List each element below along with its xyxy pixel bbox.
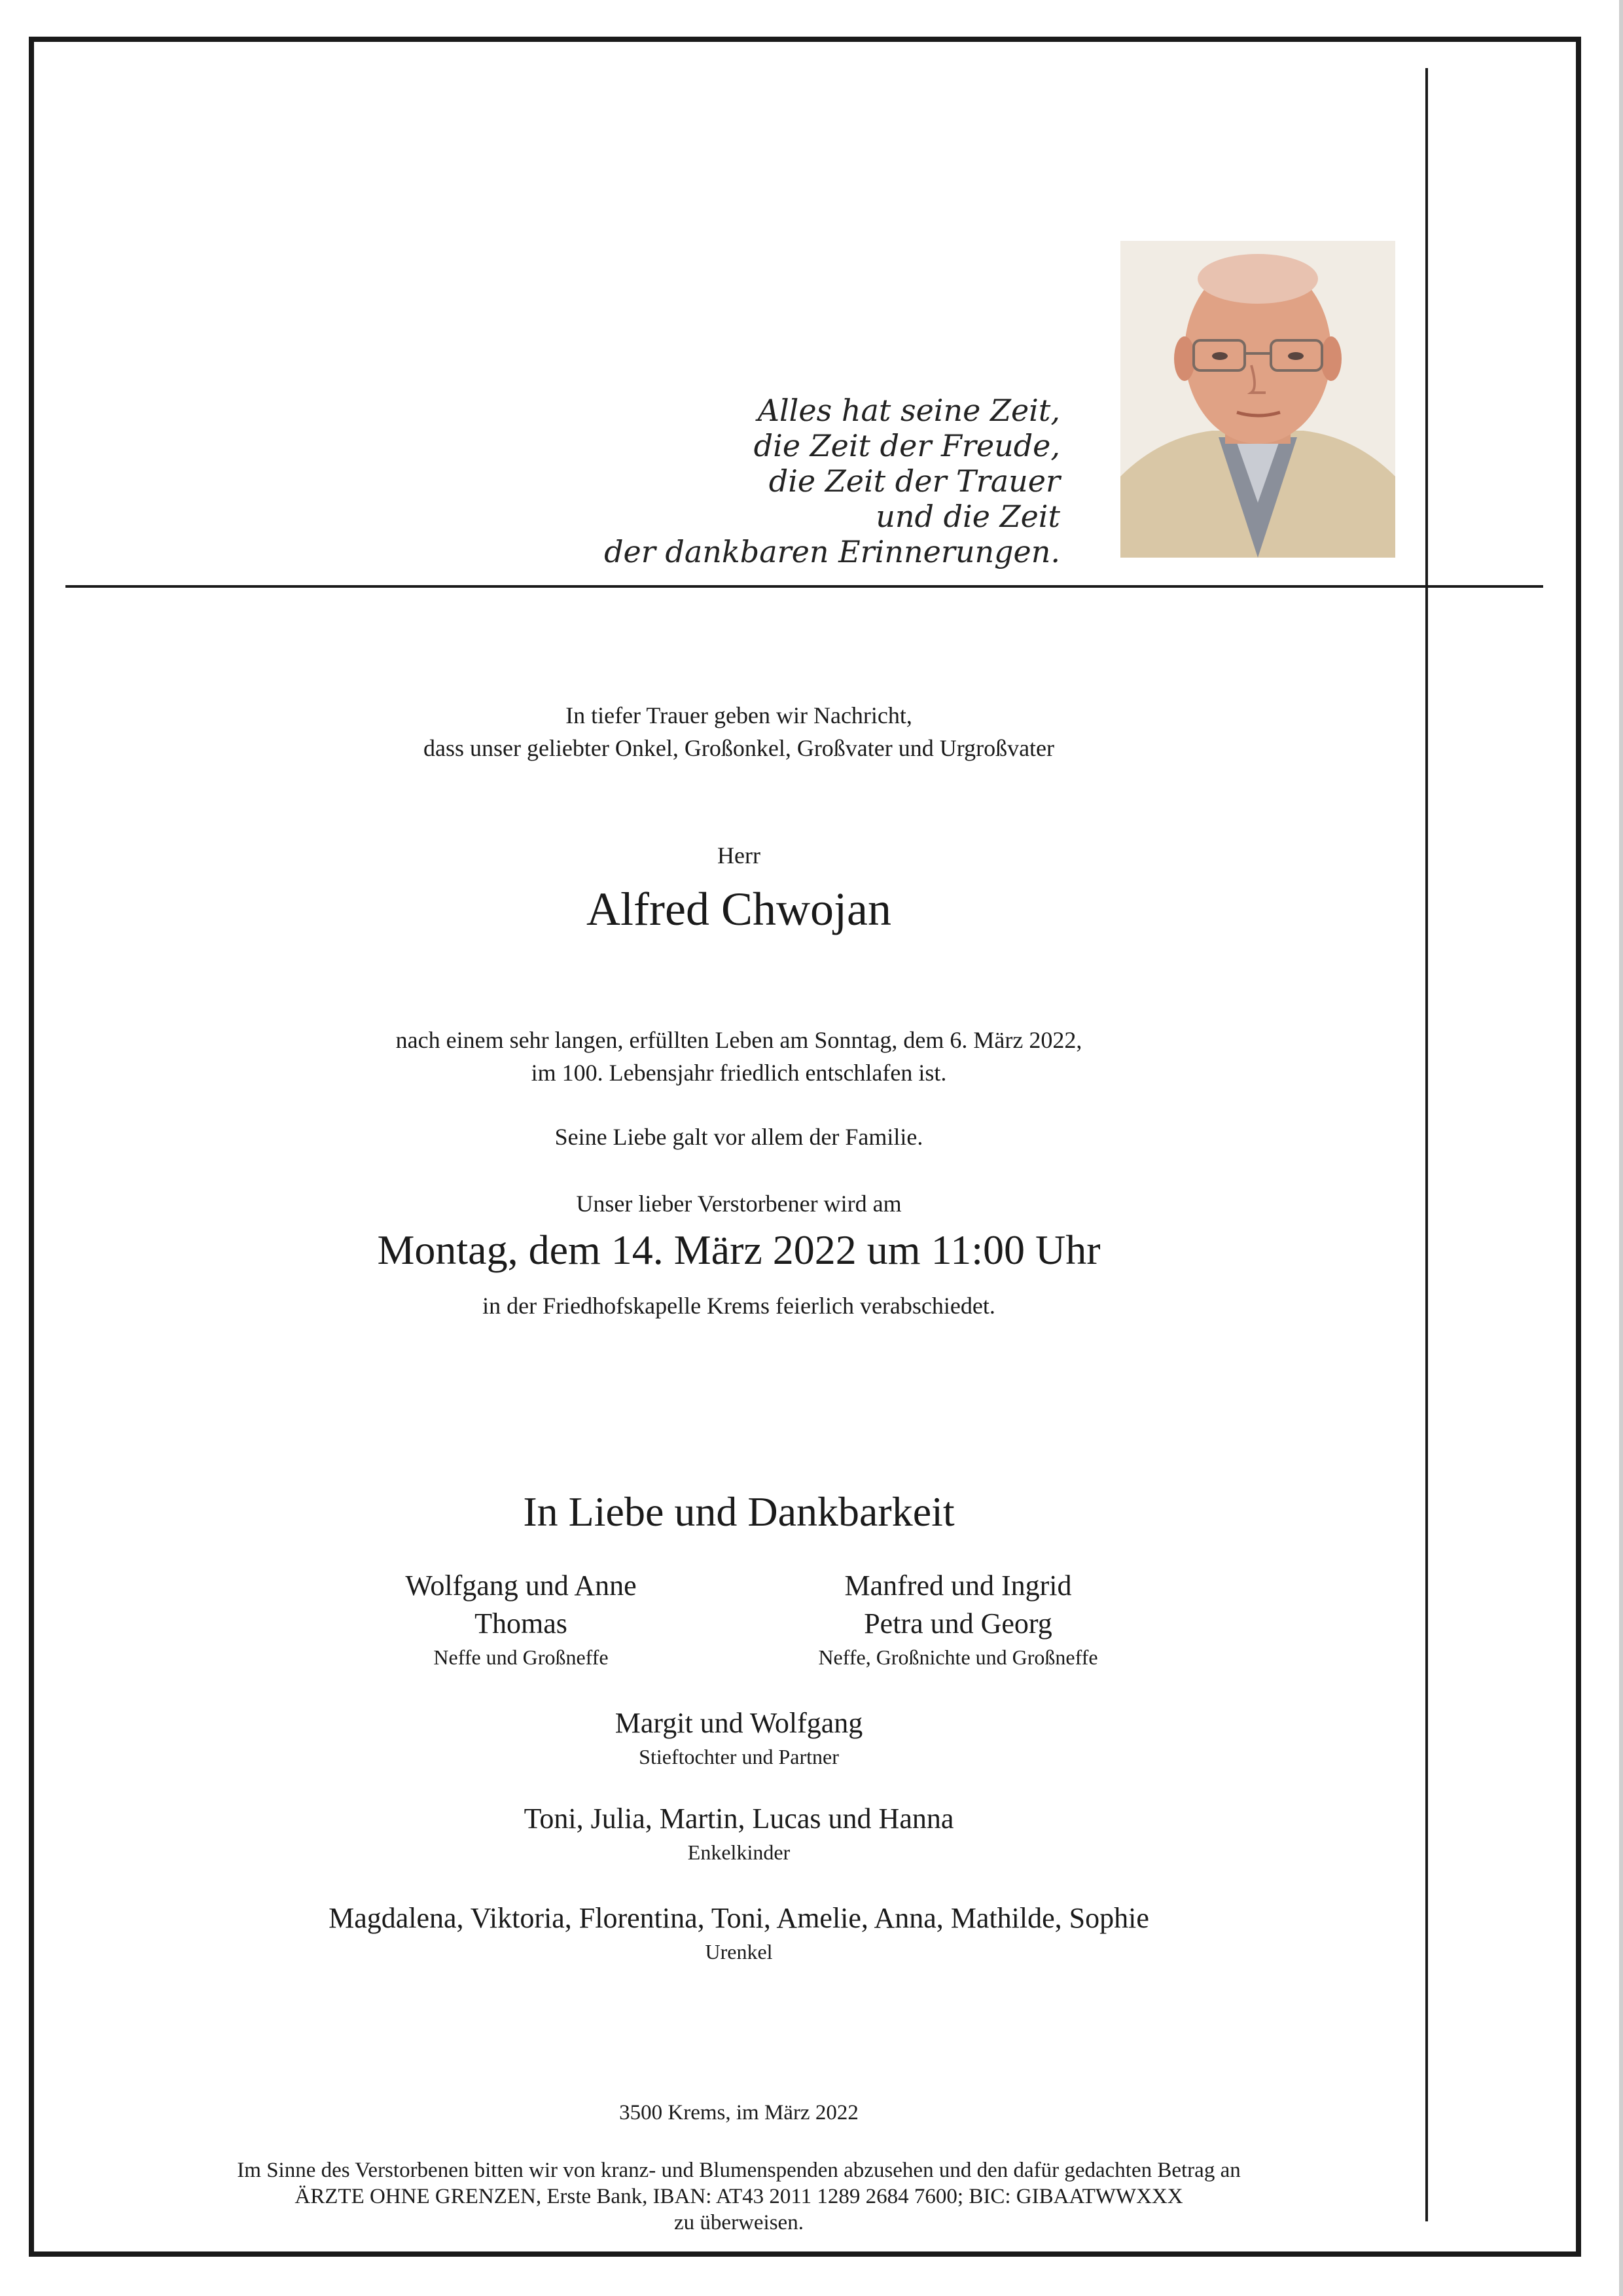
mourner-names: Magdalena, Viktoria, Florentina, Toni, Amelie, Anna, Mathilde, Sophie — [329, 1902, 1149, 1934]
mourner-names: Petra und Georg — [864, 1607, 1052, 1640]
donation-note: zu überweisen. — [674, 2211, 804, 2234]
place-date: 3500 Krems, im März 2022 — [619, 2101, 859, 2125]
farewell-place: in der Friedhofskapelle Krems feierlich verabschiedet. — [482, 1293, 995, 1319]
mourner-names: Manfred und Ingrid — [844, 1570, 1072, 1602]
mourner-names: Wolfgang und Anne — [405, 1570, 637, 1602]
intro-line: In tiefer Trauer geben wir Nachricht, — [565, 702, 912, 728]
cross-horizontal-bar — [65, 585, 1543, 588]
memorial-quote — [604, 393, 1060, 569]
cross-vertical-bar — [1425, 68, 1428, 2221]
mourner-names: Thomas — [474, 1607, 567, 1640]
quote-line: Alles hat seine Zeit, — [757, 393, 1060, 428]
quote-line: die Zeit der Trauer — [768, 463, 1060, 499]
mourner-role: Neffe, Großnichte und Großneffe — [818, 1645, 1098, 1669]
quote-line: und die Zeit — [876, 499, 1060, 534]
farewell-date: Montag, dem 14. März 2022 um 11:00 Uhr — [377, 1227, 1101, 1273]
death-notice-line: nach einem sehr langen, erfüllten Leben am Sonntag, dem 6. März 2022, — [395, 1027, 1082, 1053]
quote-line: der dankbaren Erinnerungen. — [604, 534, 1060, 569]
mourner-role: Enkelkinder — [687, 1840, 791, 1864]
family-note: Seine Liebe galt vor allem der Familie. — [554, 1124, 923, 1150]
mourner-names: Toni, Julia, Martin, Lucas und Hanna — [524, 1803, 954, 1835]
mourner-names: Margit und Wolfgang — [615, 1707, 863, 1739]
farewell-intro: Unser lieber Verstorbener wird am — [576, 1191, 902, 1217]
mourners-heading: In Liebe und Dankbarkeit — [523, 1488, 955, 1535]
donation-note: Im Sinne des Verstorbenen bitten wir von kranz- und Blumenspenden abzusehen und den dafür gedachten Betrag an — [237, 2159, 1241, 2182]
mourner-role: Stieftochter und Partner — [639, 1745, 839, 1768]
mourner-role: Neffe und Großneffe — [433, 1645, 609, 1669]
intro-line: dass unser geliebter Onkel, Großonkel, Großvater und Urgroßvater — [423, 735, 1055, 761]
scan-edge — [1619, 0, 1623, 2296]
salutation: Herr — [717, 842, 760, 869]
portrait-photo — [1120, 241, 1395, 558]
death-notice-line: im 100. Lebensjahr friedlich entschlafen ist. — [531, 1060, 947, 1086]
mourner-role: Urenkel — [705, 1940, 773, 1964]
deceased-name: Alfred Chwojan — [586, 883, 891, 935]
donation-note: ÄRZTE OHNE GRENZEN, Erste Bank, IBAN: AT43 2011 1289 2684 7600; BIC: GIBAATWWXXX — [294, 2185, 1183, 2208]
mourner-group-right — [664, 1567, 1253, 1672]
quote-line: die Zeit der Freude, — [753, 428, 1060, 463]
